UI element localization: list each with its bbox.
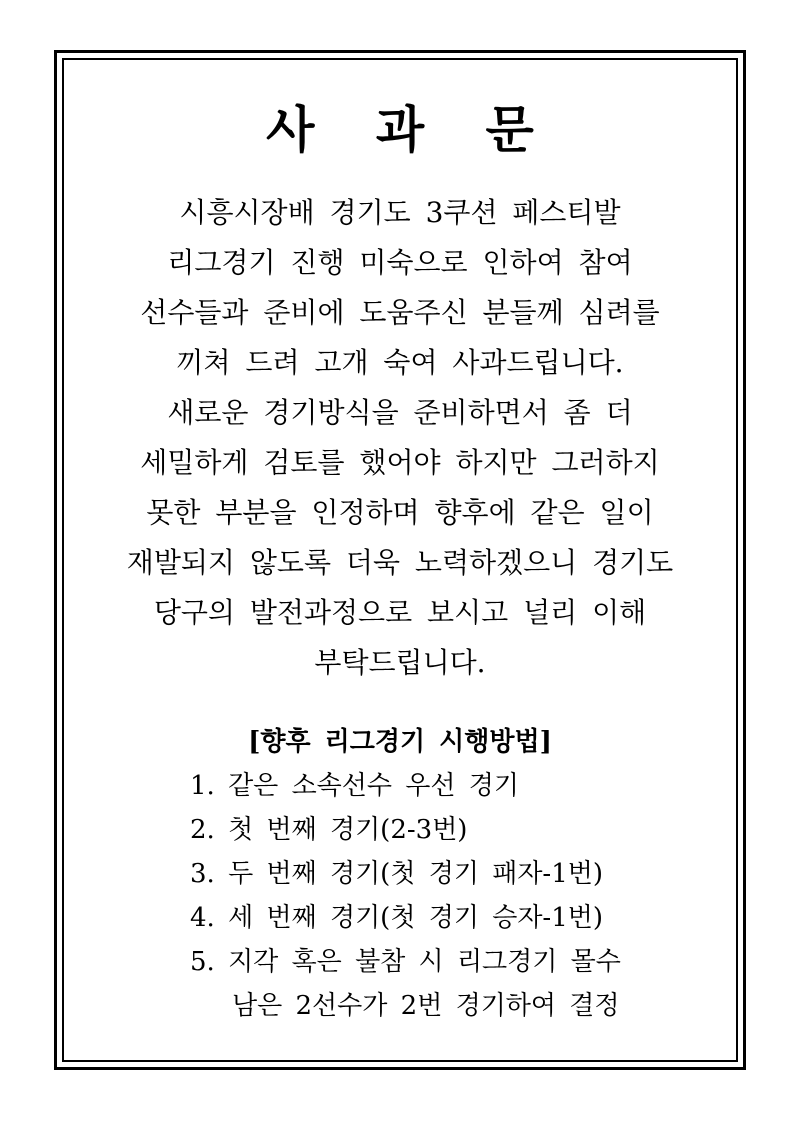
body-line: 못한 부분을 인정하며 향후에 같은 일이 <box>146 496 654 529</box>
body-line: 당구의 발전과정으로 보시고 널리 이해 <box>153 596 647 629</box>
rule-item: 1. 같은 소속선수 우선 경기 <box>190 771 520 801</box>
body-line: 재발되지 않도록 더욱 노력하겠으니 경기도 <box>126 546 674 579</box>
rule-item: 3. 두 번째 경기(첫 경기 패자-1번) <box>190 859 604 889</box>
rules-list <box>190 764 621 1028</box>
body-line: 시흥시장배 경기도 3쿠션 페스티발 <box>179 196 621 229</box>
rule-item: 2. 첫 번째 경기(2-3번) <box>190 815 468 845</box>
section-heading: [향후 리그경기 시행방법] <box>248 727 552 757</box>
rule-item: 5. 지각 혹은 불참 시 리그경기 몰수 <box>190 947 621 977</box>
body-line: 부탁드립니다. <box>314 646 486 679</box>
body-line: 새로운 경기방식을 준비하면서 좀 더 <box>167 396 633 429</box>
rule-item: 4. 세 번째 경기(첫 경기 승자-1번) <box>190 903 604 933</box>
notice-body <box>0 188 800 688</box>
body-line: 선수들과 준비에 도움주신 분들께 심려를 <box>140 296 660 329</box>
rule-continuation: 남은 2선수가 2번 경기하여 결정 <box>232 991 620 1021</box>
body-line: 끼쳐 드려 고개 숙여 사과드립니다. <box>176 346 624 379</box>
body-line: 세밀하게 검토를 했어야 하지만 그러하지 <box>140 446 660 479</box>
body-line: 리그경기 진행 미숙으로 인하여 참여 <box>167 246 633 279</box>
notice-title: 사 과 문 <box>266 100 556 159</box>
